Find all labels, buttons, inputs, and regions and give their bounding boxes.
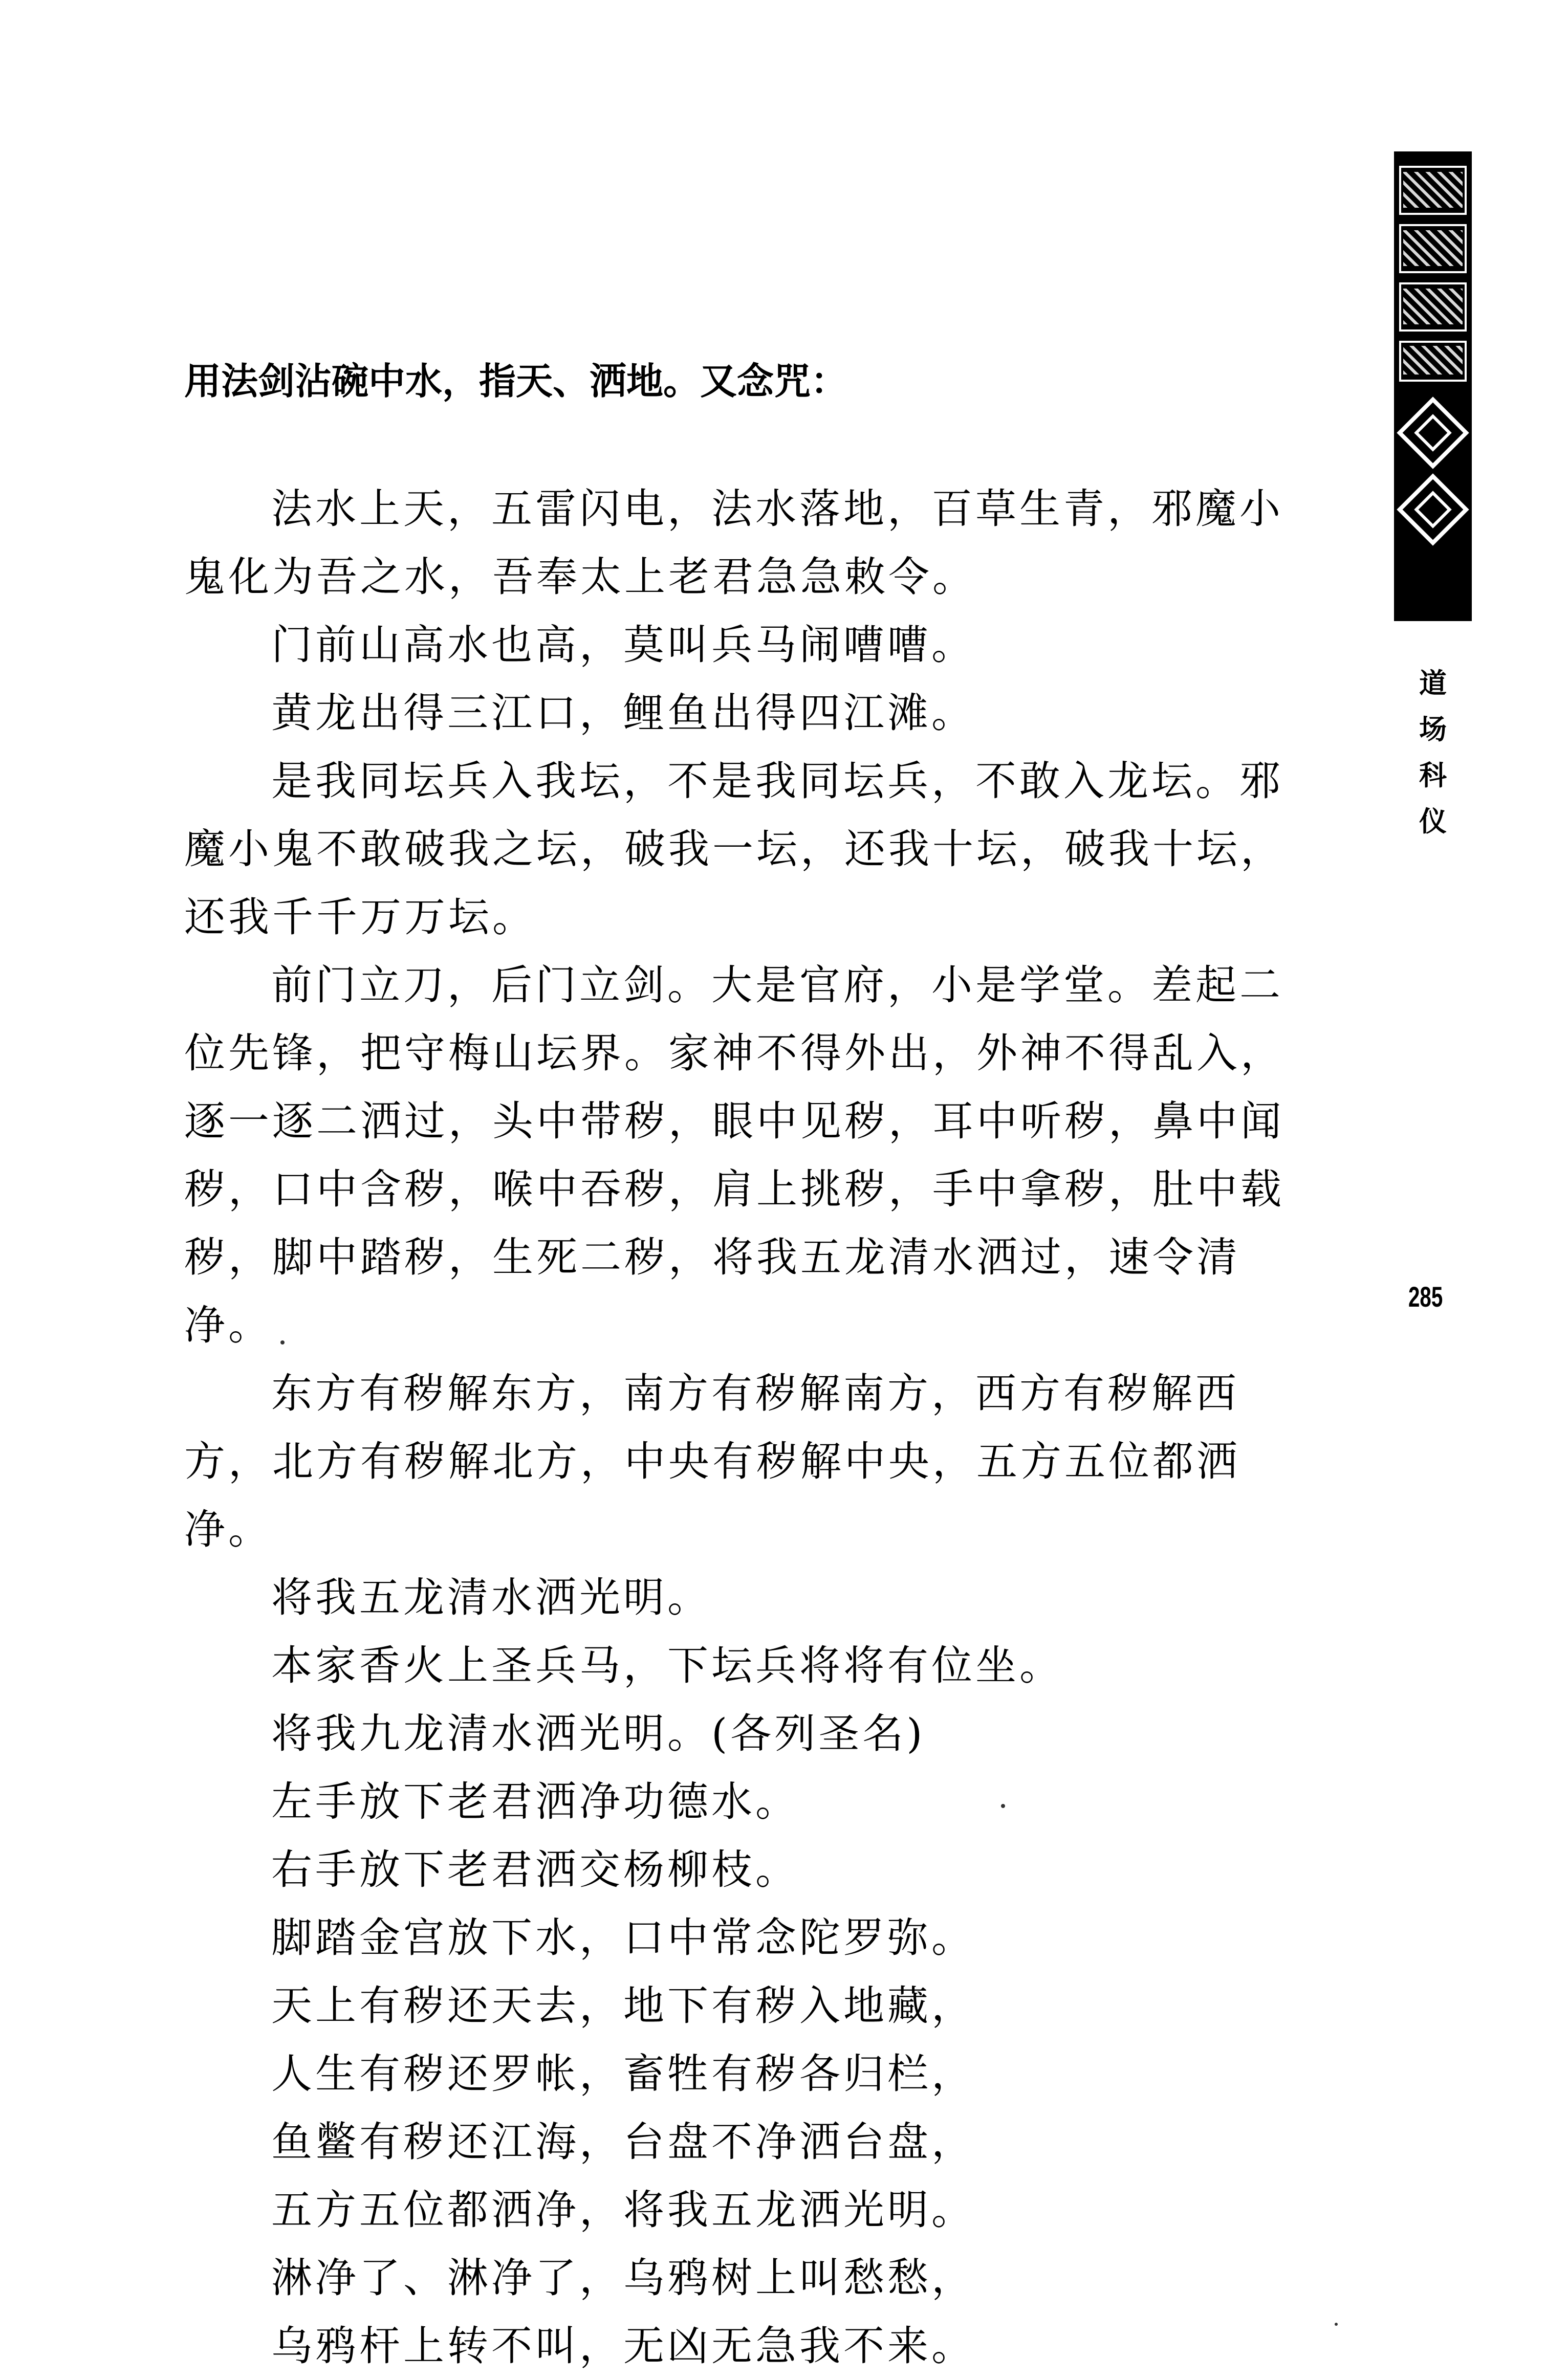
intro-line: 用法剑沾碗中水，指天、洒地。又念咒： [184,359,848,403]
chant-line: 左手放下老君洒净功德水。 [271,1778,799,1825]
ornament-pattern [1403,230,1463,266]
section-title-char: 道 [1419,667,1447,699]
page-number: 285 [1408,1281,1443,1313]
paragraph: 前门立刀，后门立剑。大是官府，小是学堂。差起二位先锋，把守梅山坛界。家神不得外出，外神不得乱入，逐一逐二洒过，头中带秽，眼中见秽，耳中听秽，鼻中闻秽，口中含秽，喉中吞秽，肩上挑秽，手中拿秽，肚中载秽，脚中踏秽，生死二秽，将我五龙清水洒过，速令清净。 [184,961,1284,1349]
ornament-pattern [1403,289,1463,324]
chant-line: 淋净了、淋净了，乌鸦树上叫愁愁， [271,2254,975,2302]
running-section-title [1412,660,1453,844]
paragraph: 是我同坛兵入我坛，不是我同坛兵，不敢入龙坛。邪魔小鬼不敢破我之坛，破我一坛，还我十坛，破我十坛，还我千千万万坛。 [184,757,1284,941]
chant-line: 五方五位都洒净，将我五龙洒光明。 [271,2186,975,2234]
ornament-pattern [1403,172,1463,208]
print-speck [280,1340,285,1345]
chant-line: 脚踏金宫放下水，口中常念陀罗弥。 [271,1914,975,1962]
chant-line: 天上有秽还天去，地下有秽入地藏， [271,1982,975,2030]
print-speck [1001,1804,1005,1808]
main-text [184,348,1310,2380]
decorative-ornament-band [1394,151,1472,621]
paragraph: 法水上天，五雷闪电，法水落地，百草生青，邪魔小鬼化为吾之水，吾奉太上老君急急敕令。 [184,485,1283,601]
ornament-pattern [1403,346,1463,374]
section-title-char: 场 [1419,713,1447,745]
print-speck [1335,2323,1338,2326]
chant-line: 本家香火上圣兵马，下坛兵将将有位坐。 [271,1642,1063,1689]
chant-line: 将我五龙清水洒光明。 [271,1574,711,1621]
paragraph: 门前山高水也高，莫叫兵马闹嘈嘈。 [271,621,975,669]
paragraph: 黄龙出得三江口，鲤鱼出得四江滩。 [271,689,975,737]
chant-line: 鱼鳖有秽还江海，台盘不净洒台盘， [271,2118,975,2166]
section-title-char: 科 [1419,759,1447,791]
chant-line: 右手放下老君洒交杨柳枝。 [271,1846,799,1893]
chant-line: 乌鸦杆上转不叫，无凶无急我不来。 [271,2322,975,2370]
paragraph: 东方有秽解东方，南方有秽解南方，西方有秽解西方，北方有秽解北方，中央有秽解中央，五方五位都洒净。 [184,1370,1240,1553]
chant-line: 人生有秽还罗帐，畜牲有秽各归栏， [271,2050,975,2098]
chant-line: 将我九龙清水洒光明。(各列圣名) [271,1710,926,1757]
section-title-char: 仪 [1419,805,1447,838]
